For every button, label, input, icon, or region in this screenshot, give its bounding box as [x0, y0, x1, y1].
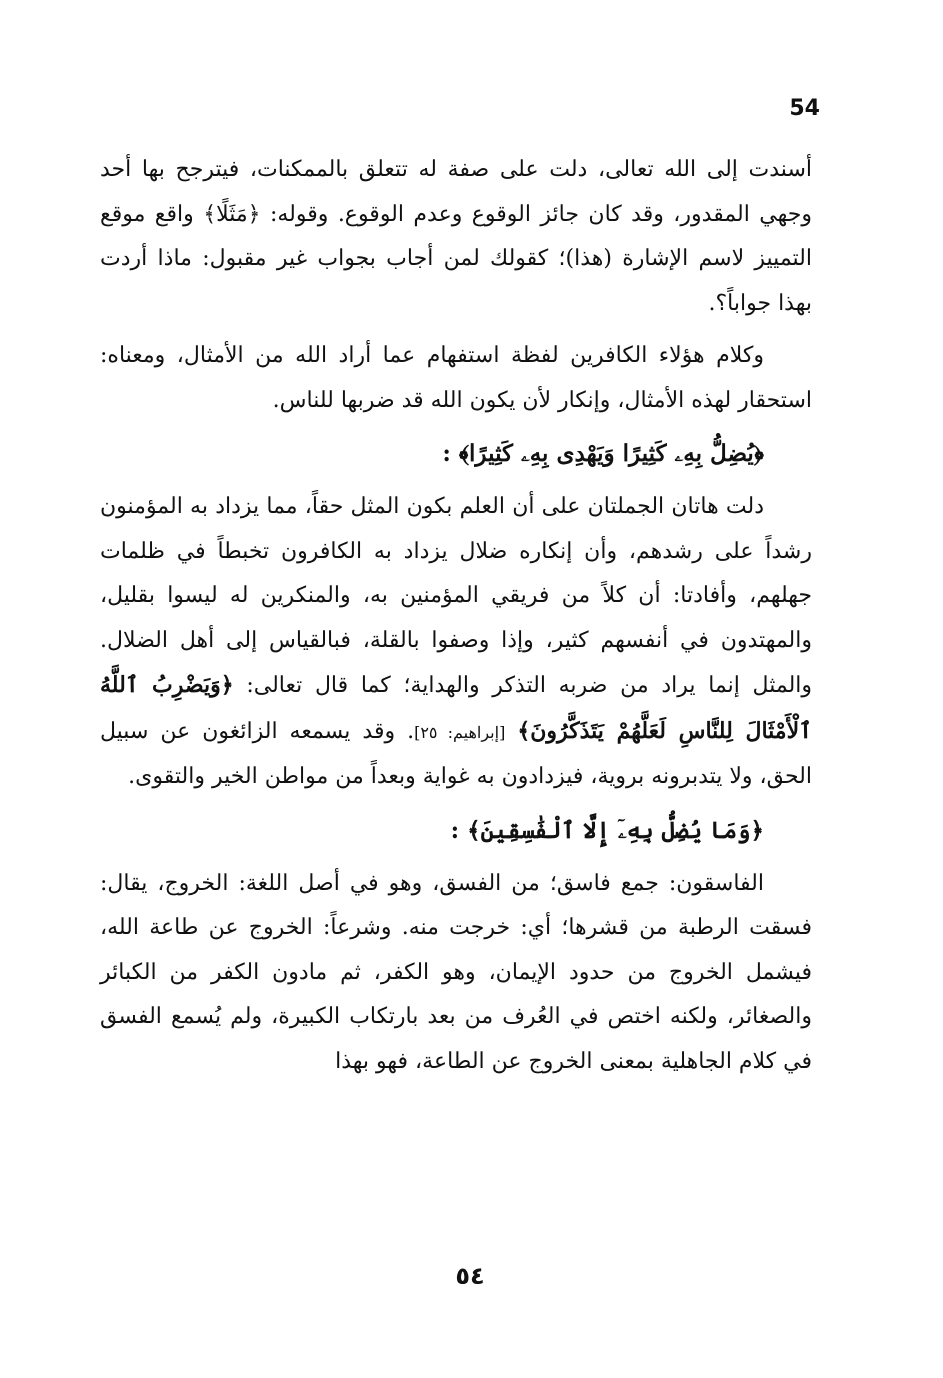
paragraph-1: أسندت إلى الله تعالى، دلت على صفة له تتعلق بالممكنات، فيترجح بها أحد وجهي المقدور، وقد كان جائز الوقوع وعدم الوقوع. وقوله: ﴿مَثَلًا﴾ واقع موقع التمييز لاسم الإشارة (هذا)؛ كقولك لمن أجاب بجواب غير مقبول: ماذا أردت بهذا جواباً؟.: [100, 157, 812, 316]
paragraph-3: [100, 485, 812, 800]
verse-heading-2: ﴿وَمَا يُضِلُّ بِهِۦٓ إِلَّا ٱلْفَٰسِقِينَ﴾ :: [450, 816, 764, 844]
paragraph-3-text-b: . وقد يسمعه الزائغون عن سبيل الحق، ولا يتدبرونه بروية، فيزدادون به غواية وبعداً من مواطن الخير والتقوى.: [100, 718, 812, 789]
main-text: [100, 148, 812, 1092]
verse-heading-1: ﴿يُضِلُّ بِهِۦ كَثِيرًا وَيَهْدِى بِهِۦ كَثِيرًا﴾ :: [442, 440, 764, 467]
paragraph-2: وكلام هؤلاء الكافرين لفظة استفهام عما أراد الله من الأمثال، ومعناه: استحقار لهذه الأمثال، وإنكار لأن يكون الله قد ضربها للناس.: [100, 343, 812, 413]
quran-quote: ﴿وَيَضْرِبُ ٱللَّهُ ٱلْأَمْثَالَ لِلنَّاسِ لَعَلَّهُمْ يَتَذَكَّرُونَ﴾: [100, 672, 813, 744]
page-number-bottom: ٥٤: [455, 1262, 485, 1290]
verse-reference: [إبراهيم: ٢٥]: [414, 722, 506, 742]
paragraph-3-text-a: دلت هاتان الجملتان على أن العلم بكون المثل حقاً، مما يزداد به المؤمنون رشداً على رشدهم، وأن إنكاره ضلال يزداد به الكافرون تخبطاً في ظلمات جهلهم، وأفادتا: أن كلاً من فريقي المؤمنين به، والمنكرين له ليسوا بقليل، والمهتدون في أنفسهم كثير، وإذا وصفوا بالقلة، فبالقياس إلى أهل الضلال. والمثل إنما يراد من ضربه التذكر والهداية؛ كما قال تعالى:: [100, 494, 813, 698]
page-number-top: 54: [789, 96, 820, 121]
paragraph-4: الفاسقون: جمع فاسق؛ من الفسق، وهو في أصل اللغة: الخروج، يقال: فسقت الرطبة من قشرها؛ أي: خرجت منه. وشرعاً: الخروج عن طاعة الله، فيشمل الخروج من حدود الإيمان، وهو الكفر، ثم مادون الكفر من الكبائر والصغائر، ولكنه اختص في العُرف من بعد بارتكاب الكبيرة، ولم يُسمع الفسق في كلام الجاهلية بمعنى الخروج عن الطاعة، فهو بهذا: [100, 870, 812, 1074]
